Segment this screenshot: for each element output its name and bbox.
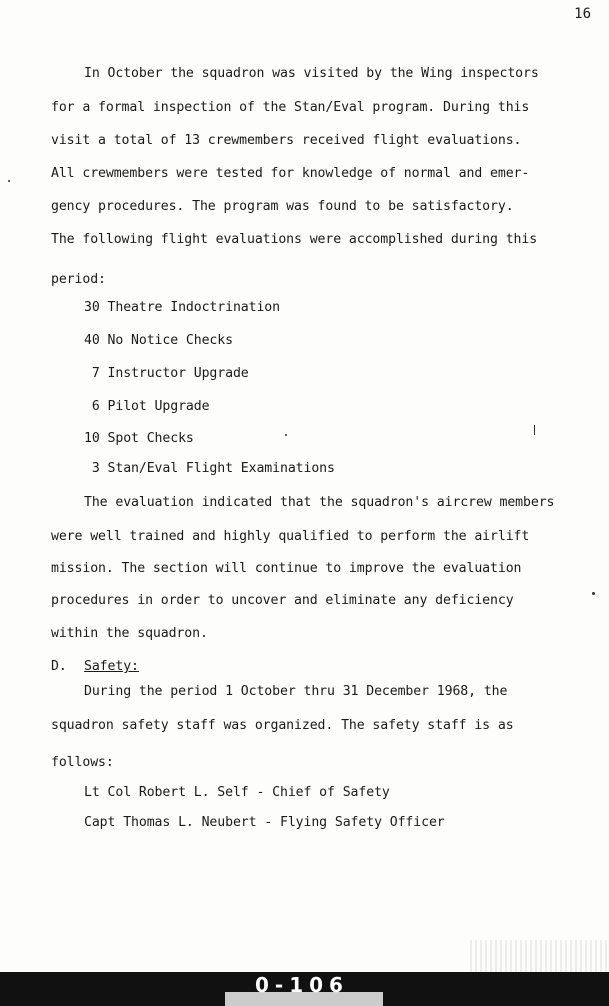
para2-line: procedures in order to uncover and eliminate any deficiency: [51, 593, 514, 608]
para3-line: squadron safety staff was organized. The safety staff is as: [51, 718, 514, 733]
para1-line: for a formal inspection of the Stan/Eval program. During this: [51, 100, 530, 115]
evaluation-item: 3 Stan/Eval Flight Examinations: [84, 461, 335, 476]
para1-line: The following flight evaluations were accomplished during this: [51, 232, 538, 247]
para3-line: follows:: [51, 755, 114, 770]
para1-line: In October the squadron was visited by the Wing inspectors: [84, 66, 539, 81]
para2-line: within the squadron.: [51, 626, 208, 641]
staff-line: Capt Thomas L. Neubert - Flying Safety Officer: [84, 815, 445, 830]
para2-line: The evaluation indicated that the squadron's aircrew members: [84, 495, 555, 510]
page-number: 16: [574, 6, 591, 22]
scan-speck: [8, 180, 10, 182]
scan-speck: [592, 592, 595, 595]
evaluation-item: 30 Theatre Indoctrination: [84, 300, 280, 315]
para2-line: were well trained and highly qualified to perform the airlift: [51, 529, 530, 544]
evaluation-item: 7 Instructor Upgrade: [84, 366, 249, 381]
para1-line: gency procedures. The program was found to be satisfactory.: [51, 199, 514, 214]
staff-line: Lt Col Robert L. Self - Chief of Safety: [84, 785, 390, 800]
para1-line: period:: [51, 272, 106, 287]
scan-noise: [470, 940, 609, 972]
evaluation-item: 10 Spot Checks: [84, 431, 194, 446]
evaluation-item: 6 Pilot Upgrade: [84, 399, 210, 414]
para1-line: All crewmembers were tested for knowledge of normal and emer-: [51, 166, 530, 181]
scan-speck: [285, 434, 287, 436]
section-letter: D.: [51, 659, 67, 674]
footer-code: 0-106: [255, 973, 349, 997]
scan-speck: [534, 425, 535, 435]
evaluation-item: 40 No Notice Checks: [84, 333, 233, 348]
para3-line: During the period 1 October thru 31 December 1968, the: [84, 684, 508, 699]
section-title: Safety:: [84, 659, 139, 674]
para2-line: mission. The section will continue to improve the evaluation: [51, 561, 522, 576]
para1-line: visit a total of 13 crewmembers received flight evaluations.: [51, 133, 522, 148]
